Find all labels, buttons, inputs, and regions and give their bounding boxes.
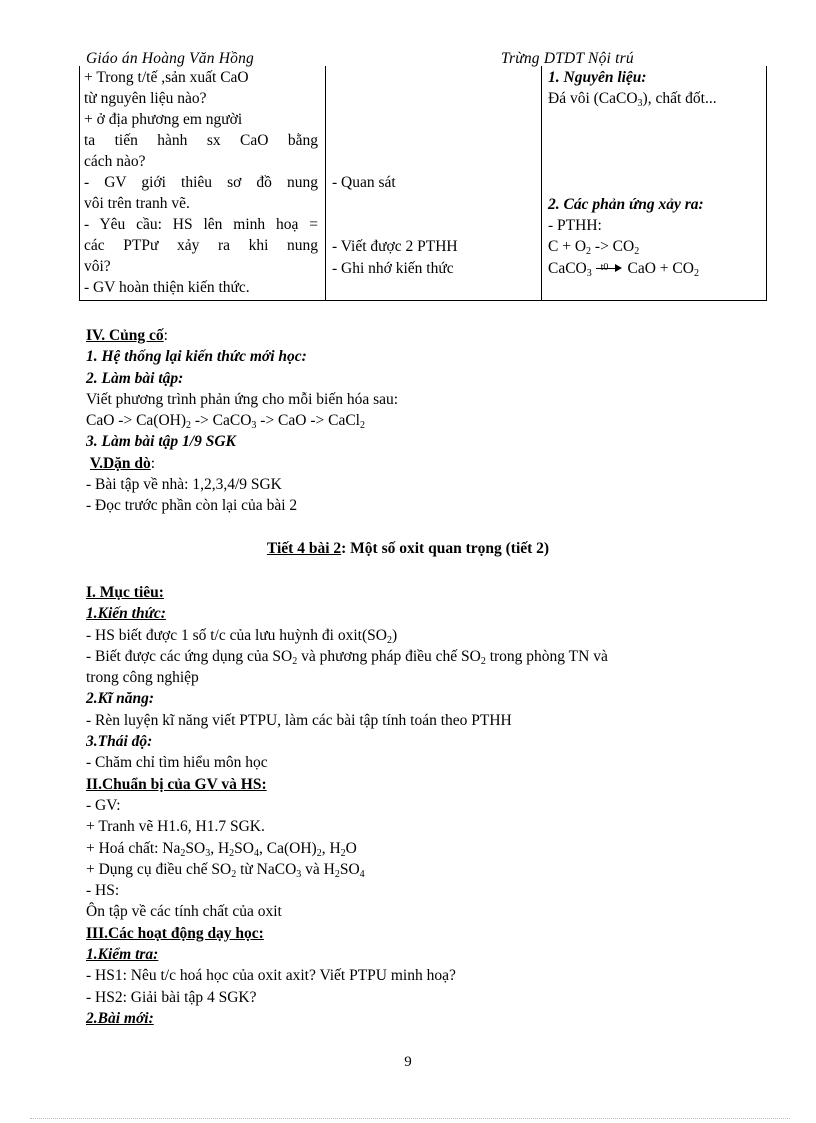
review-item-1: 1. Hệ thống lại kiến thức mới học: xyxy=(86,348,307,366)
new-lesson-heading: 2.Bài mới: xyxy=(86,1009,154,1027)
check-heading: 1.Kiểm tra: xyxy=(86,946,159,964)
knowledge-line: - HS biết được 1 số t/c của lưu huỳnh đi $oxit(SO_2)$ xyxy=(86,626,398,646)
teacher-line: - GV giới thiêu sơ đồ nung xyxy=(84,174,318,191)
homework-line: - Đọc trước phần còn lại của bài 2 xyxy=(86,497,298,515)
student-observe: - Quan sát xyxy=(332,174,396,191)
teacher-line: từ nguyên liệu nào? xyxy=(84,90,207,107)
reaction-chain: CaO -> $Ca(OH)_2$ -> CaCO$_3$ -> CaO -> CaCl$_2$ xyxy=(86,412,365,432)
page-bottom-rule xyxy=(30,1118,790,1119)
prep-line: Ôn tập về các tính chất của oxit xyxy=(86,903,282,921)
teacher-line: + ở địa phương em người xyxy=(84,111,243,128)
prep-tools: + Dụng cụ điều chế $SO_2$ từ NaCO$_3$ và $H_2SO_4$ xyxy=(86,860,365,880)
section-iv-heading: IV. Củng cố xyxy=(86,327,164,344)
knowledge-heading: 1.Kiến thức: xyxy=(86,605,166,623)
attitude-line: - Chăm chỉ tìm hiểu môn học xyxy=(86,754,268,772)
review-task: Viết phương trình phản ứng cho mỗi biến hóa sau: xyxy=(86,390,399,408)
teacher-line: vôi trên tranh vẽ. xyxy=(84,195,190,212)
objectives-heading: I. Mục tiêu: xyxy=(86,584,164,601)
attitude-heading: 3.Thái độ: xyxy=(86,733,153,751)
teacher-line: - GV hoàn thiện kiến thức. xyxy=(84,279,250,296)
prep-gv: - GV: xyxy=(86,796,121,814)
teacher-line: vôi? xyxy=(84,258,111,275)
check-question: - HS2: Giải bài tập 4 SGK? xyxy=(86,988,257,1006)
teacher-line: các PTPư xảy ra khi nung xyxy=(84,237,318,254)
table-divider-2 xyxy=(541,66,542,300)
knowledge-line: trong công nghiệp xyxy=(86,669,199,687)
content-column xyxy=(548,67,763,109)
teacher-line: - Yêu cầu: HS lên minh hoạ = xyxy=(84,216,318,233)
ptth-label: - PTHH: xyxy=(548,217,602,234)
skills-line: - Rèn luyện kĩ năng viết PTPU, làm các bài tập tính toán theo PTHH xyxy=(86,711,512,729)
prep-line: + Tranh vẽ H1.6, H1.7 SGK. xyxy=(86,818,265,836)
knowledge-line: - Biết được các ứng dụng của $SO_2$ và phương pháp điều chế $SO_2$ trong phòng TN và xyxy=(86,647,608,667)
page-number: 9 xyxy=(404,1054,412,1070)
prep-hs: - HS: xyxy=(86,882,120,900)
lesson-plan-body xyxy=(86,582,766,1029)
activities-heading: III.Các hoạt động dạy học: xyxy=(86,924,264,942)
preparation-heading: II.Chuẩn bị của GV và HS: xyxy=(86,775,267,793)
materials-text: Đá vôi (CaCO$_3$), chất đốt... xyxy=(548,90,717,109)
equation-1: $C + O_2 -> CO_2$ xyxy=(548,238,640,257)
equation-2: CaCO$_3$ t0 CaO + $CO_2$ xyxy=(548,260,699,279)
teacher-line: cách nào? xyxy=(84,153,146,170)
student-remember: - Ghi nhớ kiến thức xyxy=(332,260,454,277)
reactions-heading: 2. Các phản ứng xảy ra: xyxy=(548,196,704,213)
table-divider-1 xyxy=(325,66,326,300)
reaction-arrow-icon: t0 xyxy=(596,262,624,274)
header-right: Trừng DTDT Nội trú xyxy=(501,50,634,67)
lesson-title: Tiết 4 bài 2: Một số oxit quan trọng (tiết 2) xyxy=(266,540,550,557)
teacher-line: + Trong t/tế ,sản xuất CaO xyxy=(84,69,249,86)
student-write: - Viết được 2 PTHH xyxy=(332,238,458,255)
header-left: Giáo án Hoàng Văn Hồng xyxy=(86,50,255,67)
review-item-2: 2. Làm bài tập: xyxy=(86,369,184,387)
check-question: - HS1: Nêu t/c hoá học của oxit axit? Viết PTPU minh hoạ? xyxy=(86,967,456,985)
section-v-heading: V.Dặn dò xyxy=(89,454,151,472)
prep-chemicals: + Hoá chất: $Na_2SO_3$, $H_2SO_4$, $Ca(OH)_2$, $H_2O$ xyxy=(86,839,357,859)
review-section: IV. Củng cố: 1. Hệ thống lại kiến thức mới học: 2. Làm bài tập: Viết phương trình phản ứng cho mỗi biến hóa sau: CaO -> $Ca(OH)_2$ -> CaCO$_3$ -> CaO -> CaCl$_2$ 3. Làm bài tập 1/9 SGK V.Dặn dò: - Bài tập về nhà: 1,2,3,4/9 SGK - Đọc trước phần còn lại của bài 2 xyxy=(86,325,766,517)
homework-line: - Bài tập về nhà: 1,2,3,4/9 SGK xyxy=(86,476,282,494)
teacher-activity-column xyxy=(84,67,318,298)
review-item-3: 3. Làm bài tập 1/9 SGK xyxy=(86,433,236,451)
materials-heading: 1. Nguyên liệu: xyxy=(548,69,647,86)
teacher-line: ta tiến hành sx CaO bằng xyxy=(84,132,318,149)
skills-heading: 2.Kĩ năng: xyxy=(86,690,155,708)
